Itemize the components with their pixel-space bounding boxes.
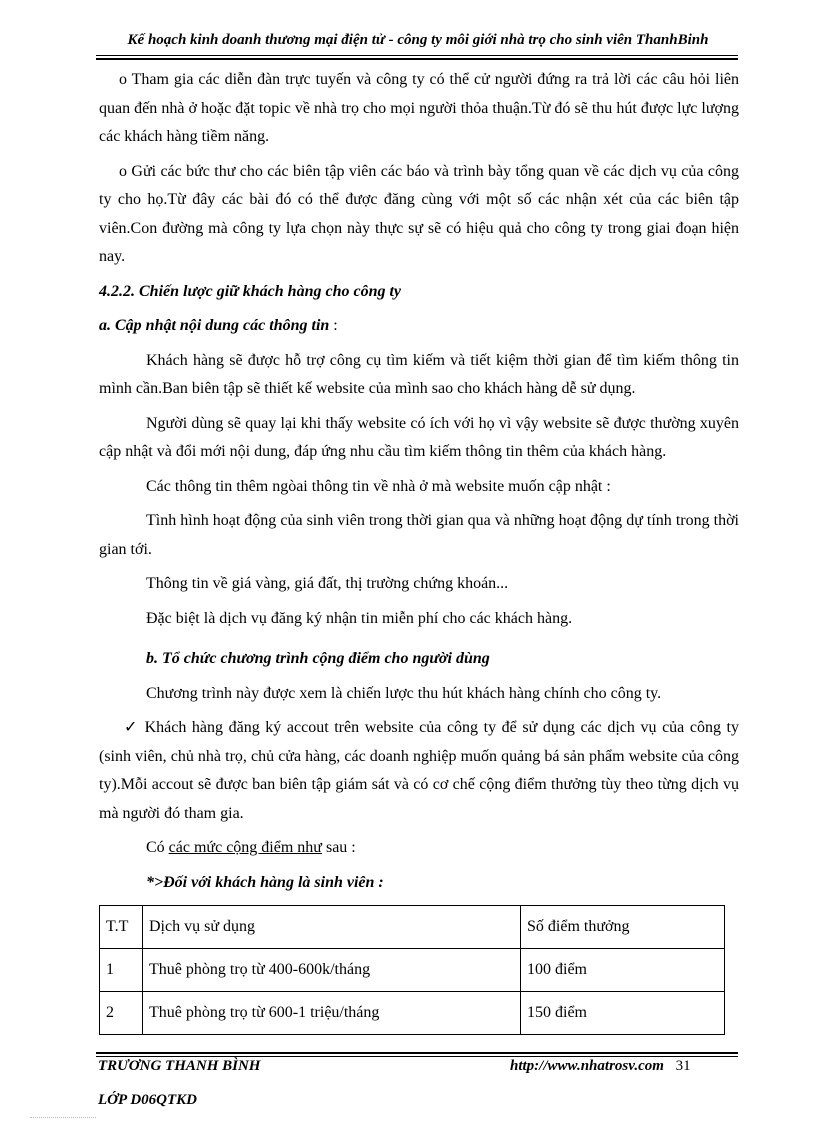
subsection-heading-a-text: a. Cập nhật nội dung các thông tin <box>99 317 330 334</box>
point-levels-suffix: sau : <box>321 839 356 856</box>
page-body <box>99 66 739 1035</box>
table-cell: 150 điểm <box>521 992 725 1035</box>
table-cell: Thuê phòng trọ từ 400-600k/tháng <box>143 949 521 992</box>
paragraph-search-tools: Khách hàng sẽ được hỗ trợ công cụ tìm kiếm và tiết kiệm thời gian để tìm kiếm thông tin mình cần.Ban biên tập sẽ thiết kế website của mình sao cho khách hàng dễ sử dụng. <box>99 351 739 397</box>
check-paragraph-accounts: ✓ Khách hàng đăng ký accout trên website của công ty để sử dụng các dịch vụ của công ty (sinh viên, chủ nhà trọ, chủ cửa hàng, các doanh nghiệp muốn quảng bá sản phẩm website của công ty).Mỗi accout sẽ được ban biên tập giám sát và có cơ chế cộng điểm thưởng tùy theo từng dịch vụ mà người đó tham gia. <box>99 719 739 822</box>
table-header-cell: Dịch vụ sử dụng <box>143 906 521 949</box>
subsection-heading-a-suffix: : <box>329 317 338 334</box>
table-row <box>100 949 725 992</box>
footer-author: TRƯƠNG THANH BÌNH <box>98 1058 261 1074</box>
paragraph-market-info: Thông tin về giá vàng, giá đất, thị trường chứng khoán... <box>146 575 509 592</box>
header-rule-thick <box>96 58 738 60</box>
table-header-cell: T.T <box>100 906 143 949</box>
footer-right <box>510 1058 691 1075</box>
reward-points-table <box>99 905 725 1035</box>
paragraph-return-users: Người dùng sẽ quay lại khi thấy website có ích với họ vì vậy website sẽ được thường xuyên cập nhật và đổi mới nội dung, đáp ứng nhu cầu tìm kiếm thông tin thêm của khách hàng. <box>99 414 739 460</box>
point-levels-underlined: các mức cộng điểm như <box>168 839 322 856</box>
paragraph-free-subscription: Đặc biệt là dịch vụ đăng ký nhận tin miễn phí cho các khách hàng. <box>146 609 573 627</box>
header-rule <box>96 55 738 56</box>
table-row <box>100 992 725 1035</box>
paragraph-extra-info: Các thông tin thêm ngòai thông tin về nhà ở mà website muốn cập nhật : <box>146 477 611 495</box>
footer-url[interactable]: http://www.nhatrosv.com <box>510 1058 664 1074</box>
footer-rule <box>96 1056 738 1057</box>
table-cell: 2 <box>100 992 143 1035</box>
section-heading: 4.2.2. Chiến lược giữ khách hàng cho công ty <box>99 282 402 300</box>
bullet-paragraph-forums: o Tham gia các diễn đàn trực tuyến và công ty có thể cử người đứng ra trả lời các câu hỏi liên quan đến nhà ở hoặc đặt topic về nhà trọ cho mọi người thỏa thuận.Từ đó sẽ thu hút được lực lượng các khách hàng tiềm năng. <box>99 71 739 145</box>
footer-class: LỚP D06QTKD <box>98 1092 198 1108</box>
footer-rule-thick <box>96 1052 738 1054</box>
paragraph-program-intro: Chương trình này được xem là chiến lược thu hút khách hàng chính cho công ty. <box>146 684 662 702</box>
paragraph-student-activity: Tình hình hoạt động của sinh viên trong thời gian qua và những hoạt động dự tính trong thời gian tới. <box>99 512 739 558</box>
table-header-row <box>100 906 725 949</box>
running-header: Kế hoạch kinh doanh thương mại điện tử - công ty môi giới nhà trọ cho sinh viên ThanhBinh <box>127 32 709 48</box>
bullet-paragraph-editors: o Gửi các bức thư cho các biên tập viên các báo và trình bày tổng quan về các dịch vụ của công ty cho họ.Từ đây các bài đó có thể được đăng cùng với một số các nhận xét của các biên tập viên.Con đường mà công ty lựa chọn này thực sự sẽ có hiệu quả cho công ty trong giai đoạn hiện nay. <box>99 162 739 265</box>
subsection-heading-b: b. Tổ chức chương trình cộng điểm cho người dùng <box>146 650 490 667</box>
table-cell: 100 điểm <box>521 949 725 992</box>
paragraph-point-levels <box>99 834 739 863</box>
table-cell: 1 <box>100 949 143 992</box>
page-number: 31 <box>675 1058 691 1074</box>
table-header-cell: Số điểm thưởng <box>521 906 725 949</box>
subsection-heading-a <box>99 312 739 341</box>
page-edge-dots <box>30 1117 96 1118</box>
point-levels-prefix: Có <box>146 839 169 856</box>
table-cell: Thuê phòng trọ từ 600-1 triệu/tháng <box>143 992 521 1035</box>
paragraph-student-customers: *>Đối với khách hàng là sinh viên : <box>146 873 384 891</box>
